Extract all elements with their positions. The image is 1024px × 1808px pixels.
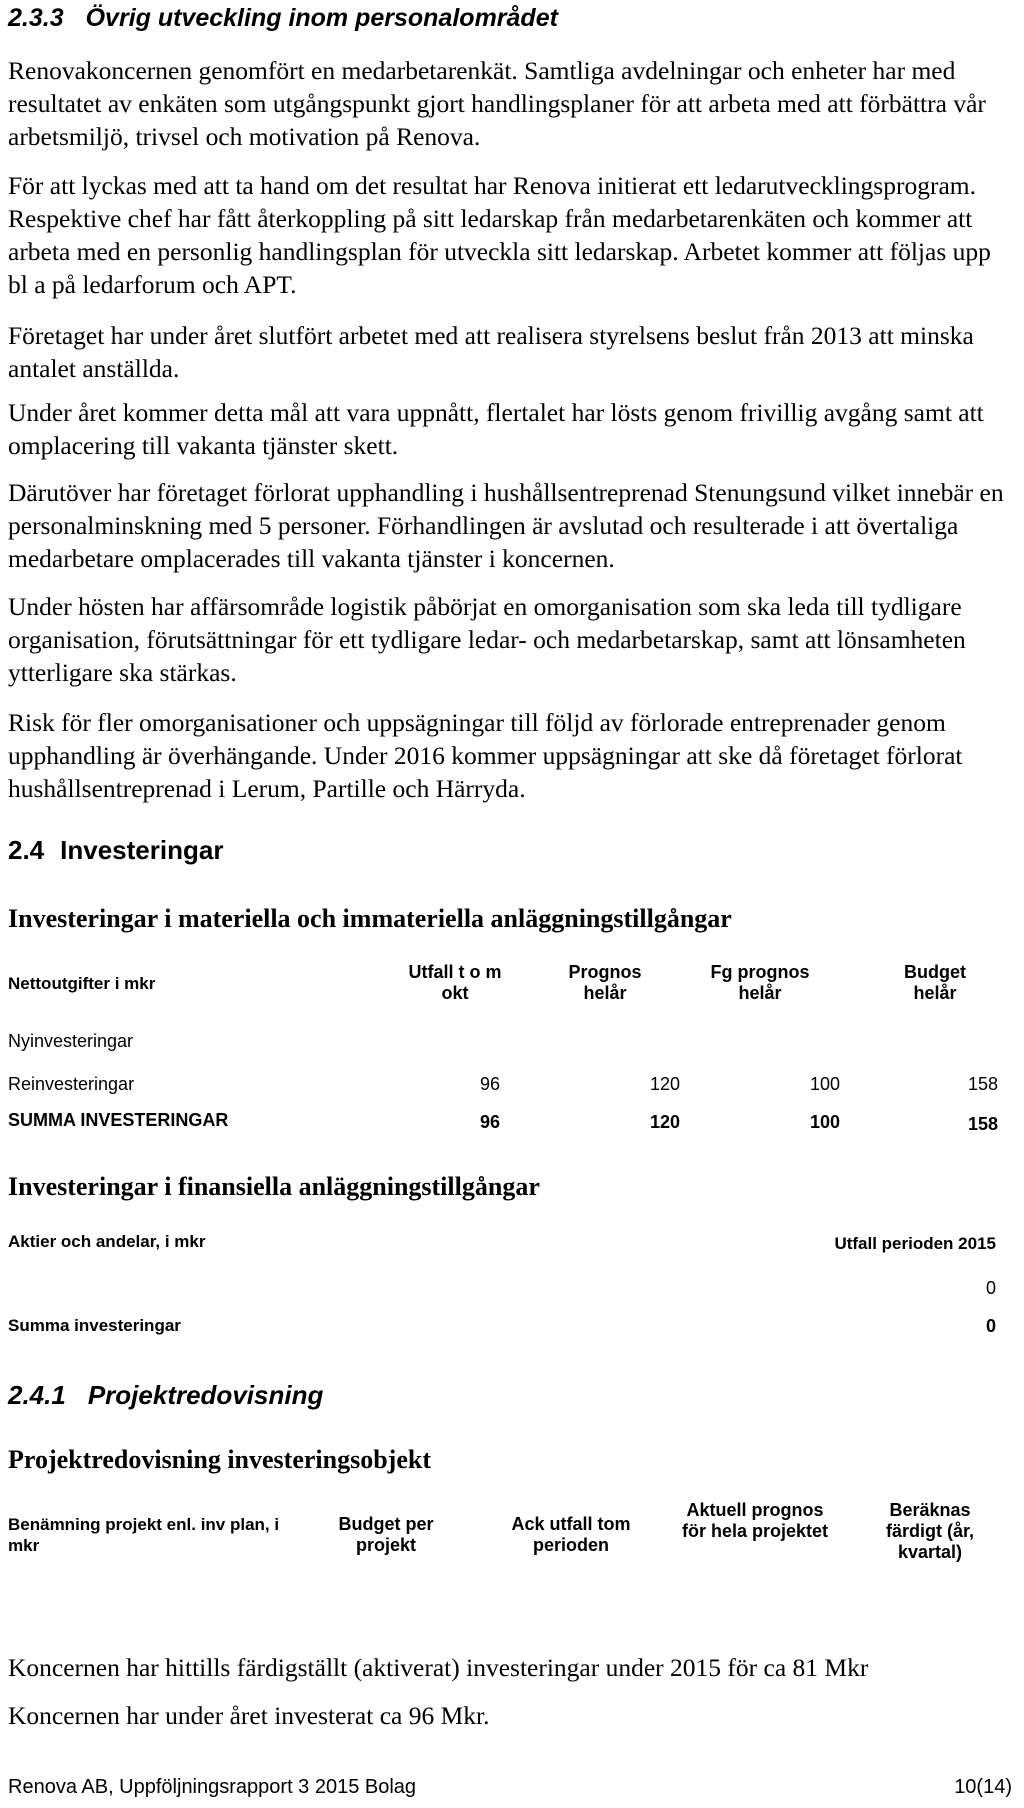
table-cell: 0	[985, 1278, 996, 1298]
closing-text: Koncernen har hittills färdigställt (aktiverat) investeringar under 2015 för ca 81 Mkr	[8, 1653, 869, 1682]
table-title: Investeringar i finansiella anläggningstillgångar	[8, 1172, 540, 1201]
table-cell: 100	[809, 1112, 840, 1132]
column-header: Utfall t o m okt	[408, 962, 502, 1003]
paragraph: Under hösten har affärsområde logistik påbörjat en omorganisation som ska leda till tydligare organisation, förutsättningar för ett tydligare ledar- och medarbetarskap, samt att lönsamheten ytterligare ska stärkas.	[8, 592, 966, 687]
paragraph: Därutöver har företaget förlorat upphandling i hushållsentreprenad Stenungsund vilket innebär en personalminskning med 5 personer. Förhandlingen är avslutad och resulterade i att övertaliga medarbetare omplacerades till vakanta tjänster i koncernen.	[8, 478, 1004, 573]
section-heading-24	[8, 835, 223, 866]
table-cell: 120	[649, 1074, 680, 1094]
table-row-label: Nyinvesteringar	[8, 1031, 134, 1051]
paragraph: Renovakoncernen genomfört en medarbetarenkät. Samtliga avdelningar och enheter har med resultatet av enkäten som utgångspunkt gjort handlingsplaner för att arbeta med att förbättra vår arbetsmiljö, trivsel och motivation på Renova.	[8, 56, 986, 151]
section-number: 2.4.1	[8, 1380, 66, 1410]
column-header-label: Nettoutgifter i mkr	[8, 974, 156, 993]
table-row-label: Summa investeringar	[8, 1316, 181, 1335]
table-row-label: SUMMA INVESTERINGAR	[8, 1110, 229, 1130]
table-cell: 158	[967, 1074, 998, 1094]
table-cell: 100	[809, 1074, 840, 1094]
section-number: 2.4	[8, 835, 45, 865]
footer-left: Renova AB, Uppföljningsrapport 3 2015 Bolag	[8, 1776, 417, 1798]
section-title: Projektredovisning	[87, 1380, 324, 1410]
column-header: Utfall perioden 2015	[834, 1234, 996, 1253]
table-cell: 0	[985, 1316, 996, 1336]
table-cell: 96	[479, 1074, 500, 1094]
table-cell: 120	[649, 1112, 680, 1132]
table-title: Investeringar i materiella och immateriella anläggningstillgångar	[8, 904, 732, 933]
section-heading-233	[8, 4, 558, 33]
footer-page-number: 10(14)	[954, 1776, 1012, 1798]
paragraph: Under året kommer detta mål att vara uppnått, flertalet har lösts genom frivillig avgång samt att omplacering till vakanta tjänster skett.	[8, 398, 984, 460]
table-title: Projektredovisning investeringsobjekt	[8, 1445, 431, 1474]
section-heading-241	[8, 1380, 323, 1411]
section-title: Övrig utveckling inom personalområdet	[85, 4, 558, 32]
paragraph: För att lyckas med att ta hand om det resultat har Renova initierat ett ledarutvecklingsprogram. Respektive chef har fått återkoppling på sitt ledarskap från medarbetarenkäten och kommer att arbeta med en personlig handlingsplan för utveckla sitt ledarskap. Arbetet kommer att följas upp bl a på ledarforum och APT.	[8, 171, 991, 299]
column-header: Budget helår	[904, 962, 966, 1003]
column-header-label: Aktier och andelar, i mkr	[8, 1232, 206, 1251]
column-header: Fg prognos helår	[710, 962, 810, 1003]
column-header: Beräknas färdigt (år, kvartal)	[885, 1500, 974, 1562]
column-header: Aktuell prognos för hela projektet	[681, 1500, 829, 1541]
section-title: Investeringar	[60, 835, 224, 865]
table-cell: 96	[479, 1112, 500, 1132]
paragraph: Företaget har under året slutfört arbetet med att realisera styrelsens beslut från 2013 att minska antalet anställda.	[8, 321, 974, 383]
table-cell: 158	[967, 1114, 998, 1134]
section-number: 2.3.3	[8, 4, 64, 32]
closing-text: Koncernen har under året investerat ca 96 Mkr.	[8, 1701, 490, 1730]
column-header: Ack utfall tom perioden	[511, 1514, 631, 1555]
column-header: Prognos helår	[568, 962, 642, 1003]
column-header-label: Benämning projekt enl. inv plan, i mkr	[8, 1515, 280, 1555]
table-row-label: Reinvesteringar	[8, 1074, 135, 1094]
paragraph: Risk för fler omorganisationer och uppsägningar till följd av förlorade entreprenader genom upphandling är överhängande. Under 2016 kommer uppsägningar att ske då företaget förlorat hushållsentreprenad i Lerum, Partille och Härryda.	[8, 708, 963, 803]
column-header: Budget per projekt	[338, 1514, 434, 1555]
